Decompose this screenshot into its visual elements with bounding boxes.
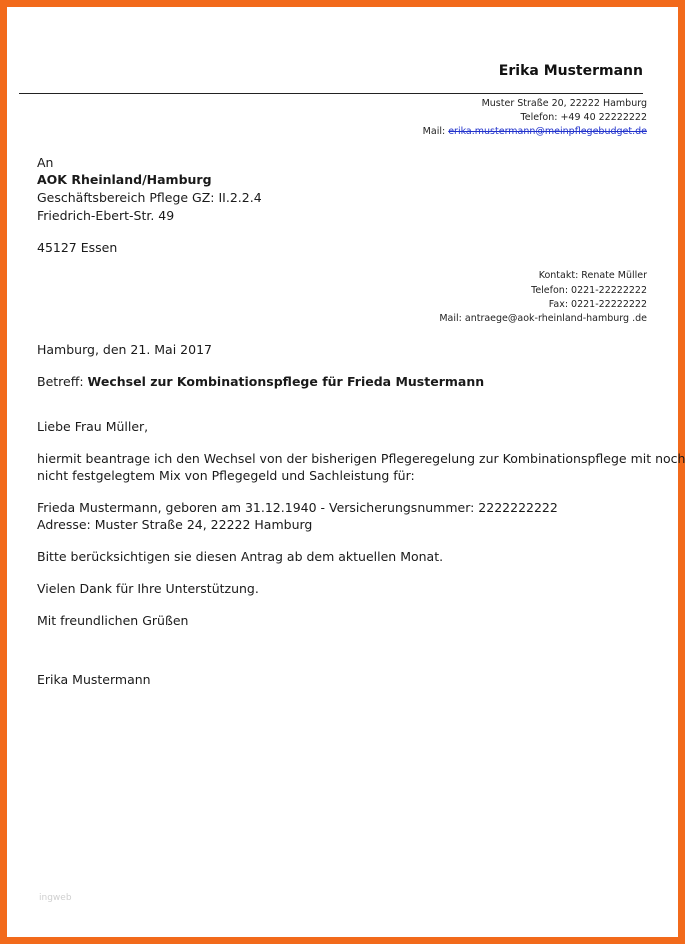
closing-line: Mit freundlichen Grüßen <box>37 613 189 628</box>
person-address: Adresse: Muster Straße 24, 22222 Hamburg <box>37 517 313 532</box>
thanks-line: Vielen Dank für Ihre Unterstützung. <box>37 581 259 596</box>
letter-page <box>7 7 685 937</box>
contact-fax: Fax: 0221-22222222 <box>548 299 647 310</box>
contact-name: Kontakt: Renate Müller <box>538 270 647 281</box>
letter-date: Hamburg, den 21. Mai 2017 <box>37 342 212 357</box>
contact-mail: Mail: antraege@aok-rheinland-hamburg .de <box>439 313 647 324</box>
recipient-an: An <box>37 155 54 170</box>
recipient-street: Friedrich-Ebert-Str. 49 <box>37 208 175 223</box>
sender-mail-label: Mail: <box>422 126 446 137</box>
greeting: Liebe Frau Müller, <box>37 419 149 434</box>
paragraph-1-line-2: nicht festgelegtem Mix von Pflegegeld und Sachleistung für: <box>37 468 415 483</box>
person-details: Frieda Mustermann, geboren am 31.12.1940 - Versicherungsnummer: 2222222222 <box>37 500 558 515</box>
signature-name: Erika Mustermann <box>37 672 151 687</box>
watermark: ingweb <box>39 893 72 903</box>
subject-label: Betreff: <box>37 374 84 389</box>
header-divider <box>19 93 643 94</box>
sender-mail <box>7 126 647 137</box>
recipient-dept: Geschäftsbereich Pflege GZ: II.2.2.4 <box>37 190 262 205</box>
sender-phone: Telefon: +49 40 22222222 <box>520 112 647 123</box>
subject-text: Wechsel zur Kombinationspflege für Frieda Mustermann <box>87 374 485 389</box>
paragraph-2: Bitte berücksichtigen sie diesen Antrag ab dem aktuellen Monat. <box>37 549 444 564</box>
recipient-org: AOK Rheinland/Hamburg <box>37 172 212 187</box>
subject-line <box>37 374 484 389</box>
recipient-city: 45127 Essen <box>37 240 118 255</box>
sender-mail-link[interactable]: erika.mustermann@meinpflegebudget.de <box>448 126 647 137</box>
sender-name: Erika Mustermann <box>498 63 643 79</box>
sender-address: Muster Straße 20, 22222 Hamburg <box>481 98 647 109</box>
contact-phone: Telefon: 0221-22222222 <box>531 285 647 296</box>
paragraph-1-line-1: hiermit beantrage ich den Wechsel von der bisherigen Pflegeregelung zur Kombinationspflege mit noch <box>37 451 685 466</box>
